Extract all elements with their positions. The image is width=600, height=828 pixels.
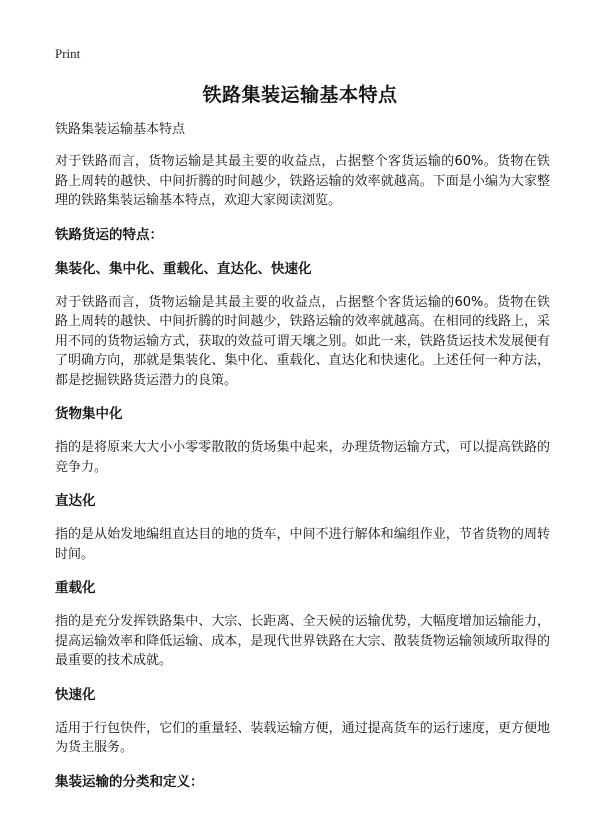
section-heading-direct: 直达化 (55, 493, 96, 509)
intro-paragraph: 对于铁路而言，货物运输是其最主要的收益点，占据整个客货运输的60%。货物在铁路上周转的越快、中间折腾的时间越少，铁路运输的效率就越高。下面是小编为大家整理的铁路集装运输基本特点，欢迎大家阅读浏览。 (55, 154, 550, 208)
section-heading-features: 铁路货运的特点： (55, 226, 163, 243)
section-heading-five-modes: 集装化、集中化、重载化、直达化、快速化 (55, 260, 312, 277)
concentration-paragraph: 指的是将原来大大小小零零散散的货场集中起来，办理货物运输方式，可以提高铁路的竞争力。 (55, 440, 550, 475)
section-heading-classification: 集装运输的分类和定义： (55, 773, 204, 790)
page-title: 铁路集装运输基本特点 (202, 84, 398, 106)
article-subtitle: 铁路集装运输基本特点 (55, 122, 186, 137)
section-heading-fast: 快速化 (55, 686, 96, 703)
five-modes-paragraph: 对于铁路而言，货物运输是其最主要的收益点，占据整个客货运输的60%。货物在铁路上周转的越快、中间折腾的时间越少，铁路运输的效率就越高。在相同的线路上，采用不同的货物运输方式，获取的效益可谓天壤之别。如此一来，铁路货运技术发展便有了明确方向，那就是集装化、集中化、重载化、直达化和快速化。上述任何一种方法，都是挖掘铁路货运潜力的良策。 (55, 294, 550, 388)
section-heading-heavy-load: 重载化 (55, 580, 96, 596)
direct-paragraph: 指的是从始发地编组直达目的地的货车，中间不进行解体和编组作业，节省货物的周转时间。 (55, 527, 550, 562)
print-link[interactable]: Print (55, 46, 81, 61)
article-body (55, 120, 550, 806)
heavy-load-paragraph: 指的是充分发挥铁路集中、大宗、长距离、全天候的运输优势，大幅度增加运输能力，提高运输效率和降低运输、成本，是现代世界铁路在大宗、散装货物运输领域所取得的最重要的技术成就。 (55, 614, 550, 668)
section-heading-concentration: 货物集中化 (55, 406, 123, 422)
fast-paragraph: 适用于行包快件，它们的重量轻、装载运输方便，通过提高货车的运行速度，更方便地为货主服务。 (55, 720, 550, 755)
